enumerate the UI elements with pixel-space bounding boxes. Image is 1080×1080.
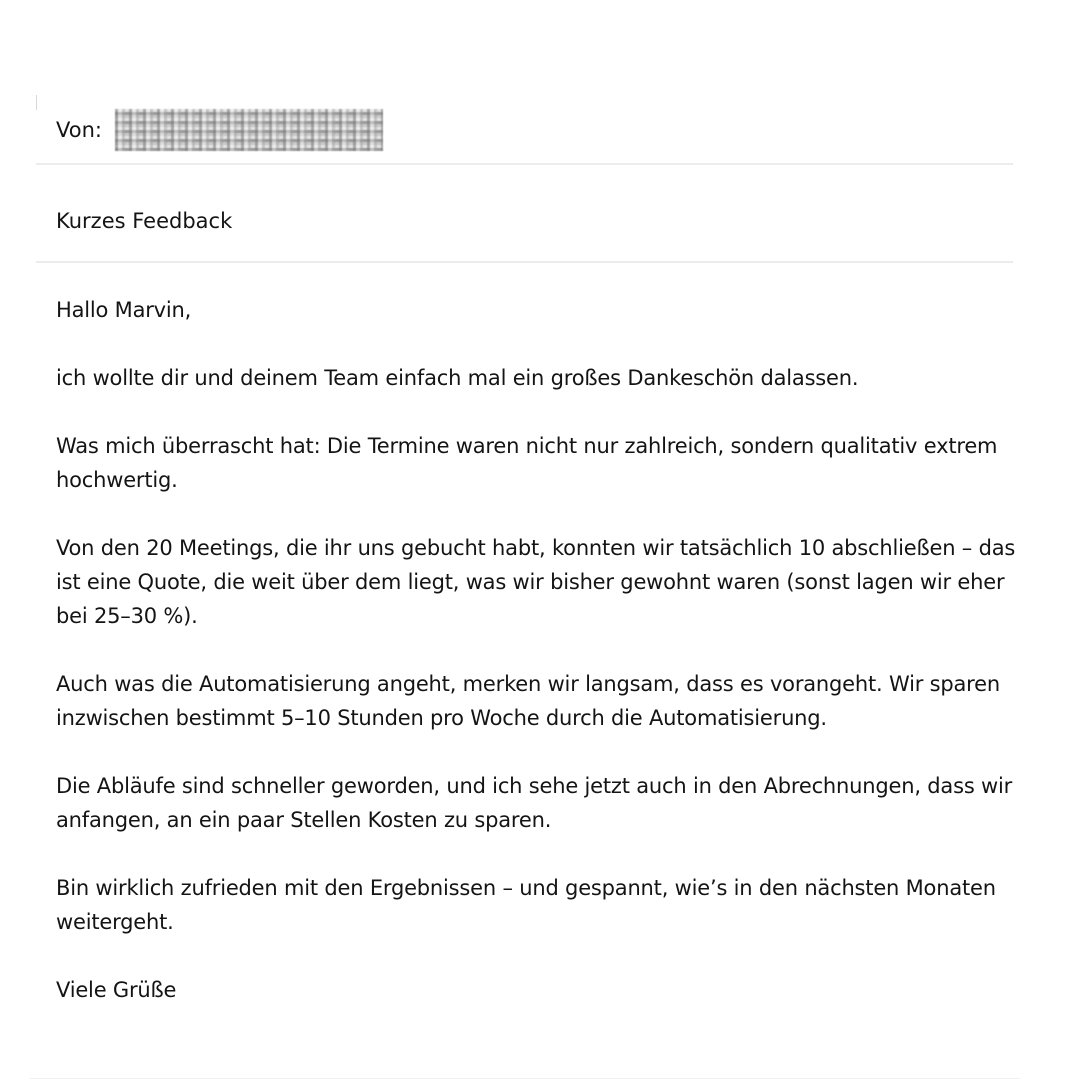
bottom-divider <box>30 1078 1020 1079</box>
body-paragraph: Von den 20 Meetings, die ihr uns gebucht habt, konnten wir tatsächlich 10 abschließen – das ist eine Quote, die weit über dem liegt, was wir bisher gewohnt waren (sonst lagen wir eher bei 25–30 %). <box>56 536 1016 628</box>
body-paragraph: Bin wirklich zufrieden mit den Ergebnissen – und gespannt, wie’s in den nächsten Monaten weitergeht. <box>56 876 996 934</box>
email-body <box>56 293 1016 1007</box>
from-label: Von: <box>56 118 102 142</box>
text-cursor-mark <box>36 95 37 110</box>
subject-divider <box>36 261 1013 263</box>
sender-address-redacted <box>115 109 383 151</box>
from-row <box>56 108 383 152</box>
email-view <box>36 0 1016 1080</box>
greeting: Hallo Marvin, <box>56 298 192 322</box>
body-paragraph: Auch was die Automatisierung angeht, merken wir langsam, dass es vorangeht. Wir sparen inzwischen bestimmt 5–10 Stunden pro Woche durch die Automatisierung. <box>56 672 1000 730</box>
body-paragraph: Die Abläufe sind schneller geworden, und ich sehe jetzt auch in den Abrechnungen, dass wir anfangen, an ein paar Stellen Kosten zu sparen. <box>56 774 1013 832</box>
closing: Viele Grüße <box>56 978 177 1002</box>
body-paragraph: ich wollte dir und deinem Team einfach mal ein großes Dankeschön dalassen. <box>56 366 859 390</box>
email-subject: Kurzes Feedback <box>56 209 233 233</box>
header-divider <box>36 163 1013 165</box>
body-paragraph: Was mich überrascht hat: Die Termine waren nicht nur zahlreich, sondern qualitativ extrem hochwertig. <box>56 434 998 492</box>
